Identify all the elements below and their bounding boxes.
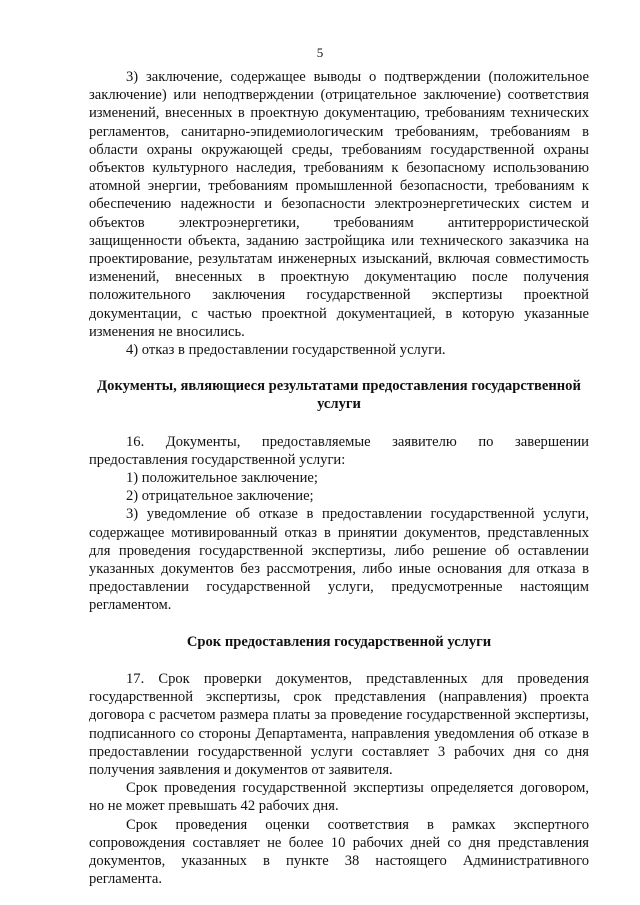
document-body [89, 68, 589, 888]
paragraph-expertise-term: Срок проведения государственной экспертизы определяется договором, но не может превышать 42 рабочих дня. [89, 780, 589, 815]
paragraph-item-3-conclusion: 3) заключение, содержащее выводы о подтверждении (положительное заключение) или неподтверждении (отрицательное заключение) соответствия изменений, внесенных в проектную документацию, требованиям технических регламентов, санитарно-эпидемиологическим требованиям, требованиям в области охраны окружающей среды, требованиям государственной охраны объектов культурного наследия, требованиям к безопасному использованию атомной энергии, требованиям промышленной безопасности, требованиям к обеспечению надежности и безопасности электроэнергетических систем и объектов электроэнергетики, требованиям антитеррористической защищенности объекта, заданию застройщика или технического заказчика на проектирование, результатам инженерных изысканий, включая совместимость изменений, внесенных в проектную документацию после получения положительного заключения государственной экспертизы проектной документации, с частью проектной документацией, в которую указанные изменения не вносились. [89, 69, 589, 340]
paragraph-assessment-term: Срок проведения оценки соответствия в рамках экспертного сопровождения составляет не более 10 рабочих дней со дня представления документов, указанных в пункте 38 настоящего Административного регламента. [89, 816, 589, 888]
paragraph-item-4-refusal: 4) отказ в предоставлении государственной услуги. [126, 342, 446, 359]
section-heading-term: Срок предоставления государственной услуги [186, 633, 492, 650]
paragraph-17-check-term: 17. Срок проверки документов, представленных для проведения государственной экспертизы, срок представления (направления) проекта договора с расчетом размера платы за проведение государственной экспертизы, подписанного со стороны Департамента, направления уведомления об отказе в предоставлении государственной услуги составляет 3 рабочих дня со дня получения заявления и документов от заявителя. [89, 670, 589, 778]
page-number: 5 [316, 45, 324, 60]
list-item-positive-conclusion: 1) положительное заключение; [126, 470, 318, 487]
paragraph-16-documents: 16. Документы, предоставляемые заявителю по завершении предоставления государственной услуги: [89, 433, 589, 468]
section-heading-results: Документы, являющиеся результатами предоставления государственной услуги [97, 378, 581, 413]
list-item-refusal-notice: 3) уведомление об отказе в предоставлении государственной услуги, содержащее мотивированный отказ в принятии документов, представленных для проведения государственной экспертизы, либо решение об оставлении указанных документов без рассмотрения, либо иные основания для отказа в предоставлении государственной услуги, предусмотренные настоящим регламентом. [89, 506, 589, 614]
list-item-negative-conclusion: 2) отрицательное заключение; [126, 488, 314, 505]
